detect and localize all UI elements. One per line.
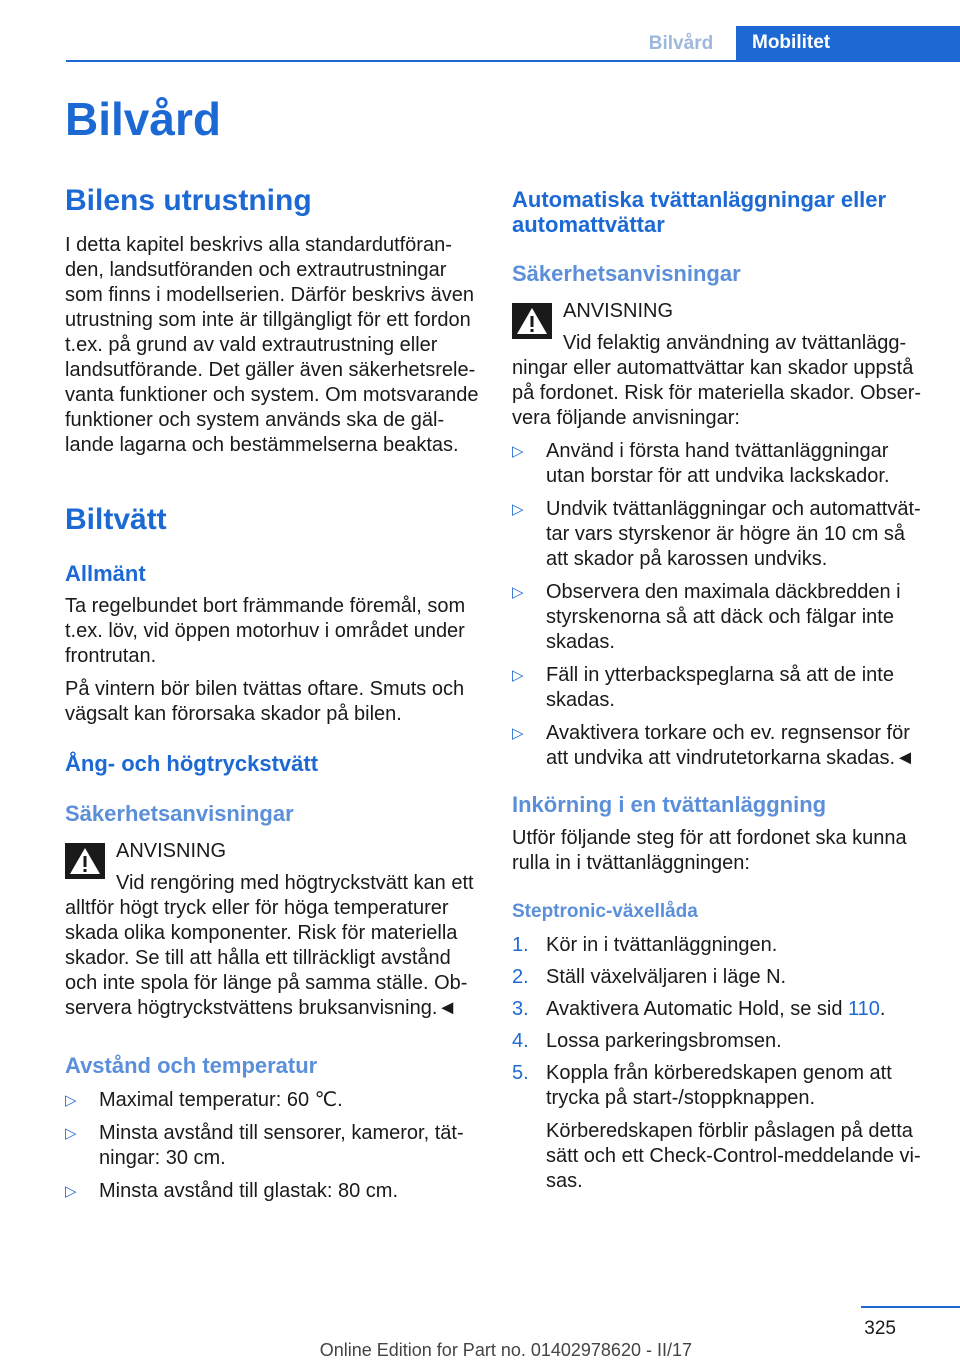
warning-text: Vid felaktig användning av tvättanläggningar eller automattvättar kan skador uppstå på fordonet. Risk för materiella skador. Observera följande anvisningar: (512, 332, 922, 429)
list-item: ▷ Avaktivera torkare och ev. regnsensor för att undvika att vindrutetorkarna skadas.◄ (512, 722, 915, 769)
list-item: 5. Koppla från körberedskapen genom att trycka på start-/stoppknappen. Körberedskapen förblir påslagen på detta sätt och ett Check-Control-meddelande visas. (512, 1061, 932, 1194)
list-item: ▷ Minsta avstånd till glastak: 80 cm. (65, 1180, 399, 1202)
triangle-bullet-icon: ▷ (65, 1183, 77, 1200)
list-item: ▷ Observera den maximala däckbredden i styrskenorna så att däck och fälgar inte skadas. (512, 581, 901, 653)
list-item: ▷ Minsta avstånd till sensorer, kameror, tätningar: 30 cm. (65, 1122, 464, 1169)
heading-steptronic: Steptronic-växellåda (512, 901, 698, 922)
warning-label: ANVISNING (563, 300, 674, 322)
paragraph-inkorning: Utför följande steg för att fordonet ska kunna rulla in i tvättanläggningen: (512, 827, 907, 874)
triangle-bullet-icon: ▷ (65, 1092, 77, 1109)
steps-list (512, 933, 932, 1194)
list-item: 4. Lossa parkeringsbromsen. (512, 1030, 782, 1052)
triangle-bullet-icon: ▷ (65, 1125, 77, 1142)
page-number: 325 (864, 1318, 896, 1339)
triangle-bullet-icon: ▷ (512, 725, 524, 742)
triangle-bullet-icon: ▷ (512, 443, 524, 460)
page-link-110[interactable]: 110 (848, 998, 880, 1020)
warning-notice (65, 839, 485, 1029)
triangle-bullet-icon: ▷ (512, 501, 524, 518)
tab-mobilitet[interactable]: Mobilitet (736, 26, 960, 60)
heading-sakerhetsanvisningar-right: Säkerhetsanvisningar (512, 261, 741, 286)
list-item: ▷ Maximal temperatur: 60 ℃. (65, 1089, 343, 1111)
warning-label: ANVISNING (116, 840, 227, 862)
heading-allmant: Allmänt (65, 561, 146, 586)
header-rule (66, 60, 960, 62)
warning-notice-right (512, 299, 932, 435)
list-item: 1. Kör in i tvättanläggningen. (512, 934, 778, 956)
heading-bilens-utrustning: Bilens utrustning (65, 184, 312, 217)
heading-avstand-temperatur: Avstånd och temperatur (65, 1053, 318, 1078)
list-item: ▷ Använd i första hand tvättanläggningar utan borstar för att undvika lackskador. (512, 440, 890, 487)
heading-ang-hogtryck: Ång- och högtryckstvätt (65, 751, 319, 776)
header-bar (66, 26, 960, 62)
paragraph-allmant-2: På vintern bör bilen tvättas oftare. Smuts och vägsalt kan förorsaka skador på bilen. (65, 678, 465, 725)
avstand-list (65, 1088, 481, 1204)
footer-rule (861, 1306, 960, 1308)
warning-text: Vid rengöring med högtryckstvätt kan ett alltför högt tryck eller för höga temperaturer skada olika komponenter. Risk för materiella skador. Se till att hålla ett tillräckligt avstånd och inte spola för länge på samma ställe. Observera högtryckstvättens bruksanvisning.◄ (65, 872, 474, 1019)
paragraph-utrustning: I detta kapitel beskrivs alla standardutföranden, landsutföranden och extrautrustningar som finns i modellserien. Därför beskrivs även utrustning som inte är tillgängligt för ett fordon t.ex. på grund av vald extrautrustning eller landsutförande. Det gäller även säkerhetsrelevanta funktioner och system. Om motsvarande funktioner och system används ska de gällande lagarna och bestämmelserna beaktas. (65, 234, 479, 456)
auto-instructions-list (512, 439, 932, 771)
list-item: ▷ Undvik tvättanläggningar och automattvättar vars styrskenor är högre än 10 cm så att skador på karossen undviks. (512, 498, 921, 570)
heading-automatiska-tvattanlaggningar: Automatiska tvättanläggningar eller automattvättar (512, 187, 887, 237)
step-note: Körberedskapen förblir påslagen på detta sätt och ett Check-Control-meddelande visas. (546, 1120, 921, 1192)
triangle-bullet-icon: ▷ (512, 667, 524, 684)
tab-bilvard[interactable]: Bilvård (648, 33, 714, 54)
page-title: Bilvård (65, 93, 221, 145)
paragraph-allmant-1: Ta regelbundet bort främmande föremål, som t.ex. löv, vid öppen motorhuv i området under frontrutan. (65, 595, 466, 667)
list-item: 3. Avaktivera Automatic Hold, se sid 110. (512, 998, 886, 1020)
heading-biltvatt: Biltvätt (65, 503, 167, 536)
list-item: 2. Ställ växelväljaren i läge N. (512, 966, 787, 988)
heading-sakerhetsanvisningar: Säkerhetsanvisningar (65, 801, 294, 826)
edition-text: Online Edition for Part no. 01402978620 - II/17 (319, 1340, 692, 1360)
triangle-bullet-icon: ▷ (512, 584, 524, 601)
list-item: ▷ Fäll in ytterbackspeglarna så att de inte skadas. (512, 664, 894, 711)
heading-inkorning: Inkörning i en tvättanläggning (512, 792, 827, 817)
